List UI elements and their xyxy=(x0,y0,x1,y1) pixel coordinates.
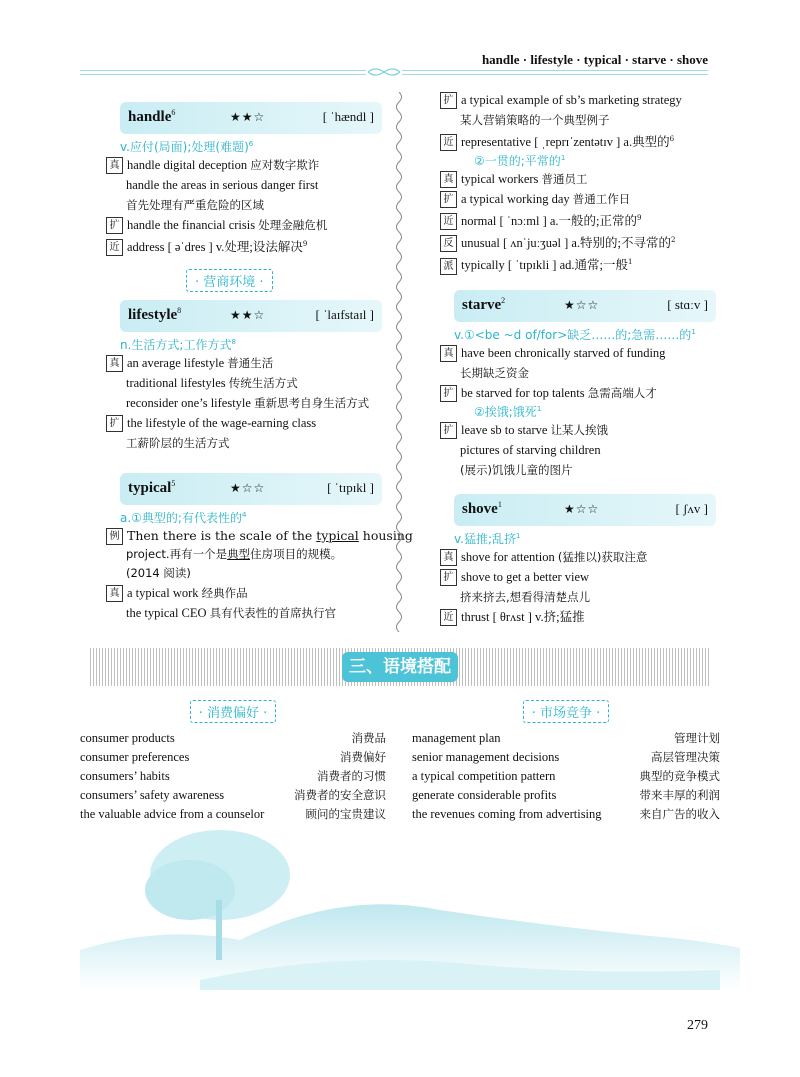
entry-tag: 近 xyxy=(440,609,457,626)
entry-line xyxy=(440,90,720,110)
phrase-english: generate considerable profits xyxy=(412,788,557,802)
header-ornament-icon xyxy=(366,66,402,78)
headword: handle$^6$ xyxy=(128,108,176,125)
frequency-sup: 6 xyxy=(669,135,675,143)
phrase-column-right xyxy=(412,700,720,824)
phrase-row xyxy=(80,805,386,824)
entry-english: handle the financial crisis xyxy=(127,218,259,232)
entry-line xyxy=(106,155,386,175)
entry-english: a typical working day xyxy=(461,192,573,207)
entry-english: the typical CEO xyxy=(126,606,210,621)
entry-line xyxy=(440,343,720,363)
entry-tag: 真 xyxy=(440,345,457,362)
entry-chinese: 经典作品 xyxy=(201,586,248,601)
entry-line xyxy=(106,583,386,603)
entry-english: typical workers xyxy=(461,172,542,187)
phrase-english: senior management decisions xyxy=(412,750,560,764)
entry-chinese: 挤来挤去,想看得清楚点儿 xyxy=(460,589,591,604)
phrase-list xyxy=(412,729,720,824)
entry-line xyxy=(106,235,386,257)
entry-line xyxy=(106,433,386,453)
entry-english: shove for attention xyxy=(461,549,558,564)
phrase-chinese: 高层管理决策 xyxy=(651,750,720,764)
phrase-chinese: 消费偏好 xyxy=(340,750,386,764)
entry-english: traditional lifestyles xyxy=(126,376,229,391)
entry-line xyxy=(440,209,720,231)
phrase-row xyxy=(412,767,720,786)
entry-chinese: 首先处理有严重危险的区域 xyxy=(126,198,264,212)
entry-line xyxy=(440,567,720,587)
word-header-shove xyxy=(454,494,716,526)
entry-lines xyxy=(440,169,720,275)
entry-english: pictures of starving children xyxy=(460,442,601,457)
entry-tag: 反 xyxy=(440,235,457,252)
entry-english: a typical example of sb’s marketing strategy xyxy=(461,93,682,107)
part-of-speech: n.生活方式;工作方式$^8$ xyxy=(120,338,236,353)
entry-tag: 扩 xyxy=(440,422,457,439)
entry-tag: 真 xyxy=(106,355,123,372)
topic-subhead: · 营商环境 · xyxy=(186,269,273,292)
entry-line xyxy=(106,215,386,235)
entry-chinese: 处理金融危机 xyxy=(258,218,328,232)
entry-tag: 真 xyxy=(106,585,123,602)
entry-line xyxy=(440,169,720,189)
entry-line xyxy=(440,587,720,607)
phrase-chinese: 来自广告的收入 xyxy=(639,807,720,821)
phrase-column-left xyxy=(80,700,386,824)
right-column xyxy=(440,90,720,627)
entry-chinese: 工薪阶层的生活方式 xyxy=(126,436,230,451)
phrase-row xyxy=(80,748,386,767)
phrase-english: a typical competition pattern xyxy=(412,769,556,783)
entry-tag: 扩 xyxy=(106,217,123,234)
left-column xyxy=(106,90,413,623)
phrase-english: consumer preferences xyxy=(80,750,190,764)
phrase-english: consumers’ habits xyxy=(80,769,170,783)
phrase-english: the revenues coming from advertising xyxy=(412,807,602,821)
entry-tag: 扩 xyxy=(106,415,123,432)
frequency-sup: 9 xyxy=(302,240,308,248)
entry-line xyxy=(106,393,386,413)
entry-tag: 真 xyxy=(440,549,457,566)
section-title: 三、语境搭配 xyxy=(342,652,458,682)
phonetic: [ ˈhændl ] xyxy=(322,109,374,124)
entry-chinese: 长期缺乏资金 xyxy=(460,365,529,380)
entry-lines xyxy=(440,547,720,627)
page-header xyxy=(0,0,800,80)
example-translation: project.再有一个是典型住房项目的规模。 xyxy=(126,547,343,562)
entry-line xyxy=(106,603,386,623)
entry-chinese: 应对数字欺诈 xyxy=(250,158,320,172)
entry-line xyxy=(106,353,386,373)
entry-english: the lifestyle of the wage-earning class xyxy=(127,416,317,431)
headword: shove$^1$ xyxy=(462,499,502,517)
word-header-starve xyxy=(454,290,716,322)
entry-line xyxy=(106,195,386,215)
phrase-chinese: 典型的竞争模式 xyxy=(639,769,720,783)
entry-english: typically [ ˈtɪpɪkli ] ad.通常;一般 xyxy=(461,258,628,273)
entry-chinese: 具有代表性的首席执行官 xyxy=(209,606,337,621)
column-divider-icon xyxy=(392,92,406,632)
entry-lines xyxy=(106,155,386,257)
entry-chinese: 传统生活方式 xyxy=(228,376,298,391)
frequency-sup: 2 xyxy=(671,236,676,245)
entry-english: leave sb to starve xyxy=(461,422,551,437)
phrase-row xyxy=(80,729,386,748)
phonetic: [ ˈlaɪfstaɪl ] xyxy=(315,307,374,323)
entry-tag: 近 xyxy=(440,134,457,151)
entry-tag: 近 xyxy=(440,213,457,230)
entry-tag: 派 xyxy=(440,258,457,275)
star-rating: ★★☆ xyxy=(230,110,266,124)
entry-tag: 扩 xyxy=(440,191,457,208)
phrase-subhead: · 市场竞争 · xyxy=(412,700,720,723)
entry-line xyxy=(440,231,720,253)
entry-lines xyxy=(440,90,720,152)
phrase-row xyxy=(412,805,720,824)
entry-chinese: 让某人挨饿 xyxy=(550,422,609,437)
entry-english: handle digital deception xyxy=(127,158,251,172)
entry-line xyxy=(440,460,720,480)
entry-english: shove to get a better view xyxy=(461,569,590,584)
phrase-chinese: 管理计划 xyxy=(674,731,720,745)
entry-chinese: 某人营销策略的一个典型例子 xyxy=(460,113,610,127)
part-of-speech: ②一贯的;平常的$^1$ xyxy=(474,154,566,169)
entry-tag: 扩 xyxy=(440,92,457,109)
entry-tag: 扩 xyxy=(440,385,457,402)
entry-english: thrust [ θrʌst ] v.挤;猛推 xyxy=(461,609,585,624)
header-keywords: handle · lifestyle · typical · starve · shove xyxy=(481,52,708,67)
phrase-english: management plan xyxy=(412,731,501,745)
phrase-chinese: 消费者的习惯 xyxy=(317,769,386,783)
page-number: 279 xyxy=(687,1018,708,1033)
entry-line xyxy=(440,547,720,567)
phrase-english: consumers’ safety awareness xyxy=(80,788,225,802)
entry-tag: 真 xyxy=(106,157,123,174)
entry-english: have been chronically starved of funding xyxy=(461,345,666,360)
entry-line xyxy=(106,175,386,195)
star-rating: ★☆☆ xyxy=(564,501,600,516)
headword: starve$^2$ xyxy=(462,295,506,313)
entry-chinese: 普通员工 xyxy=(541,172,588,187)
phrase-chinese: 顾问的宝贵建议 xyxy=(305,807,386,821)
entry-lines xyxy=(106,353,386,453)
star-rating: ★★☆ xyxy=(230,308,266,323)
entry-tag: 扩 xyxy=(440,569,457,586)
entry-tag: 真 xyxy=(440,171,457,188)
entry-lines xyxy=(440,343,720,403)
entry-english: handle the areas in serious danger first xyxy=(126,178,319,192)
phrase-chinese: 带来丰厚的利润 xyxy=(639,788,720,802)
star-rating: ★☆☆ xyxy=(230,481,266,496)
entry-line xyxy=(440,440,720,460)
word-header-typical xyxy=(120,473,382,505)
part-of-speech: v.猛推;乱挤$^1$ xyxy=(454,531,521,546)
phrase-list xyxy=(80,729,386,824)
entry-line xyxy=(106,413,386,433)
phrase-chinese: 消费品 xyxy=(351,731,386,745)
phrase-row xyxy=(412,729,720,748)
word-header-lifestyle xyxy=(120,300,382,332)
entry-chinese: (猛推以)获取注意 xyxy=(557,549,648,564)
entry-line xyxy=(440,363,720,383)
entry-english: unusual [ ʌnˈjuːʒuəl ] a.特别的;不寻常的 xyxy=(461,236,672,251)
example-source: (2014 阅读) xyxy=(126,566,191,581)
entry-english: representative [ ˌreprɪˈzentətɪv ] a.典型的 xyxy=(461,135,670,150)
part-of-speech: v.应付(局面);处理(难题)$^6$ xyxy=(120,140,254,154)
part-of-speech: a.①典型的;有代表性的$^4$ xyxy=(120,511,247,526)
entry-english: reconsider one’s lifestyle xyxy=(126,396,255,411)
entry-lines xyxy=(106,583,386,623)
phonetic: [ ʃʌv ] xyxy=(675,500,708,516)
phrase-english: consumer products xyxy=(80,731,175,745)
entry-line xyxy=(440,189,720,209)
entry-chinese: (展示)饥饿儿童的图片 xyxy=(460,462,573,477)
entry-english: a typical work xyxy=(127,586,202,601)
part-of-speech: v.①<be ~d of/for>缺乏……的;急需……的$^1$ xyxy=(454,327,696,342)
entry-english: be starved for top talents xyxy=(461,385,588,400)
entry-line xyxy=(440,253,720,275)
phrase-english: the valuable advice from a counselor xyxy=(80,807,265,821)
entry-line xyxy=(440,383,720,403)
phrase-row xyxy=(80,786,386,805)
entry-line xyxy=(106,373,386,393)
entry-english: normal [ ˈnɔːml ] a.一般的;正常的 xyxy=(461,214,638,229)
phrase-subhead: · 消费偏好 · xyxy=(80,700,386,723)
headword: lifestyle$^8$ xyxy=(128,306,182,324)
headword: typical$^5$ xyxy=(128,479,176,497)
word-header-handle xyxy=(120,102,382,134)
entry-chinese: 重新思考自身生活方式 xyxy=(254,396,370,411)
frequency-sup: 1 xyxy=(628,258,633,267)
phonetic: [ stɑːv ] xyxy=(667,296,708,312)
entry-chinese: 普通生活 xyxy=(227,356,274,371)
entry-lines xyxy=(440,420,720,480)
entry-chinese: 急需高端人才 xyxy=(587,385,657,400)
entry-line xyxy=(440,607,720,627)
entry-tag: 近 xyxy=(106,239,123,256)
phrase-chinese: 消费者的安全意识 xyxy=(294,788,386,802)
entry-chinese: 普通工作日 xyxy=(572,192,631,207)
entry-line xyxy=(440,110,720,130)
part-of-speech: ②挨饿;饿死$^1$ xyxy=(474,404,542,419)
frequency-sup: 9 xyxy=(637,214,642,223)
example-sentence: 例 Then there is the scale of the typical housing xyxy=(106,526,386,545)
entry-english: an average lifestyle xyxy=(127,356,228,371)
entry-english: address [ əˈdres ] v.处理;设法解决 xyxy=(127,240,303,255)
phrase-row xyxy=(80,767,386,786)
landscape-illustration-icon xyxy=(80,830,740,990)
entry-line xyxy=(440,130,720,152)
phrase-row xyxy=(412,786,720,805)
phonetic: [ ˈtɪpɪkl ] xyxy=(327,480,374,496)
phrase-row xyxy=(412,748,720,767)
star-rating: ★☆☆ xyxy=(564,297,600,312)
entry-line xyxy=(440,420,720,440)
